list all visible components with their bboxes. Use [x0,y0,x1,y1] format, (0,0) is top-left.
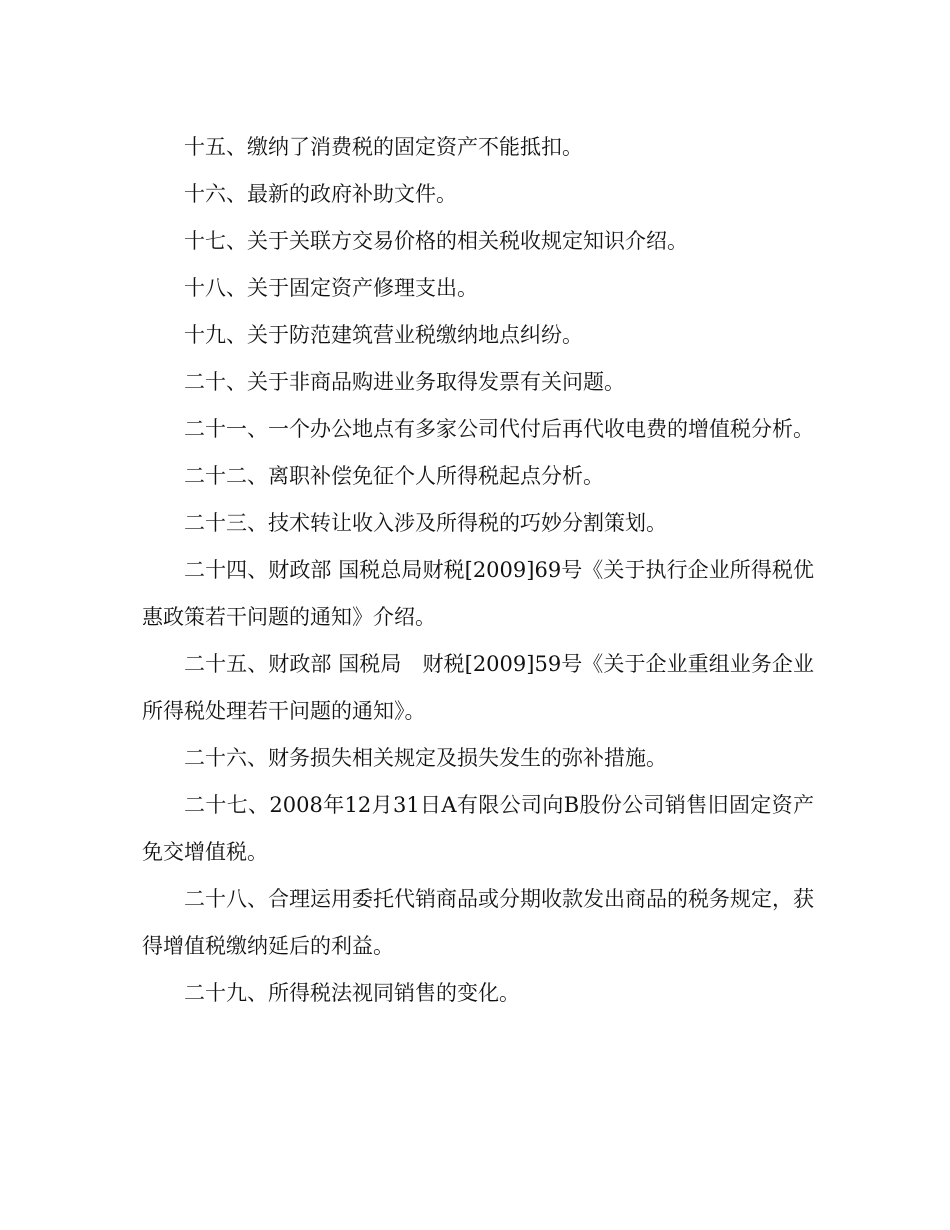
paragraph-28: 二十八、合理运用委托代销商品或分期收款发出商品的税务规定，获得增值税缴纳延后的利益。 [142,887,814,958]
paragraph-19: 十九、关于防范建筑营业税缴纳地点纠纷。 [184,323,583,347]
paragraph-16: 十六、最新的政府补助文件。 [184,182,457,206]
paragraph-27: 二十七、2008年12月31日A有限公司向B股份公司销售旧固定资产免交增值税。 [142,793,814,864]
document-body [142,124,814,1017]
paragraph-17: 十七、关于关联方交易价格的相关税收规定知识介绍。 [184,229,688,253]
paragraph-22: 二十二、离职补偿免征个人所得税起点分析。 [184,464,604,488]
paragraph-18: 十八、关于固定资产修理支出。 [184,276,478,300]
paragraph-21: 二十一、一个办公地点有多家公司代付后再代收电费的增值税分析。 [184,417,814,441]
paragraph-24: 二十四、财政部 国税总局财税[2009]69号《关于执行企业所得税优惠政策若干问题的通知》介绍。 [142,558,814,629]
paragraph-20: 二十、关于非商品购进业务取得发票有关问题。 [184,370,625,394]
paragraph-23: 二十三、技术转让收入涉及所得税的巧妙分割策划。 [184,511,667,535]
paragraph-25: 二十五、财政部 国税局 财税[2009]59号《关于企业重组业务企业所得税处理若干问题的通知》。 [142,652,814,723]
paragraph-26: 二十六、财务损失相关规定及损失发生的弥补措施。 [184,746,667,770]
paragraph-15: 十五、缴纳了消费税的固定资产不能抵扣。 [184,135,583,159]
paragraph-29: 二十九、所得税法视同销售的变化。 [184,981,520,1005]
